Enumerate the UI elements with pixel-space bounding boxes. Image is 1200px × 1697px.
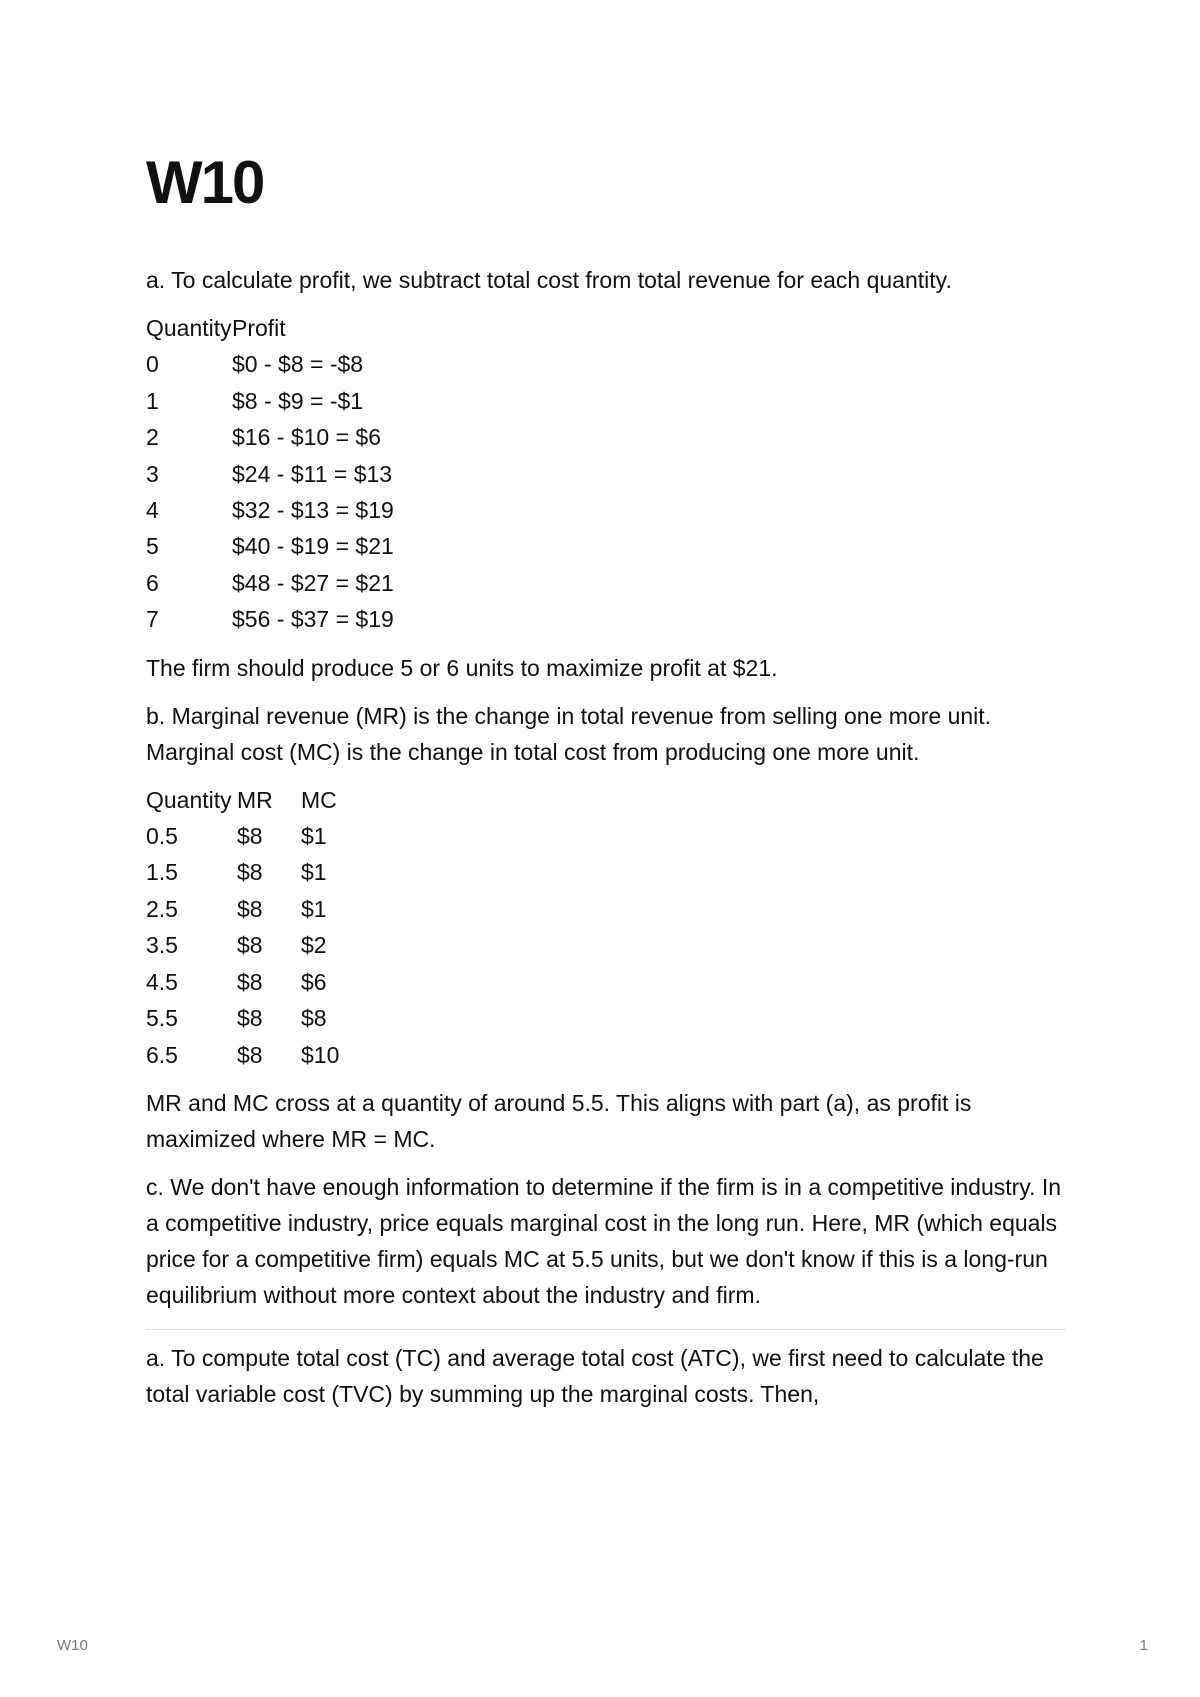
mc-cell: $10 (301, 1041, 340, 1068)
paragraph-a-intro: a. To calculate profit, we subtract total cost from total revenue for each quantity. (146, 267, 952, 293)
profit-cell: $0 - $8 = -$8 (232, 351, 364, 378)
footer-doc-title: W10 (57, 1637, 88, 1654)
paragraph-b-conclusion: MR and MC cross at a quantity of around 5.5. This aligns with part (a), as profit is maximized where MR = MC. (146, 1089, 972, 1152)
table-row (146, 964, 1066, 1000)
quantity-cell: 2.5 (146, 895, 178, 922)
mr-mc-table (146, 782, 1066, 1073)
quantity-cell: 1 (146, 387, 159, 414)
mc-cell: $8 (301, 1005, 327, 1032)
mr-cell: $8 (237, 1005, 263, 1032)
mc-cell: $1 (301, 895, 327, 922)
mr-cell: $8 (237, 968, 263, 995)
table-row (146, 854, 1066, 890)
table-row (146, 818, 1066, 854)
column-header-mc: MC (301, 786, 337, 813)
table-row (146, 927, 1066, 963)
mc-cell: $1 (301, 823, 327, 850)
quantity-cell: 4 (146, 497, 159, 524)
quantity-cell: 6.5 (146, 1041, 178, 1068)
profit-cell: $40 - $19 = $21 (232, 533, 394, 560)
table-row (146, 346, 1066, 382)
quantity-cell: 4.5 (146, 968, 178, 995)
mc-cell: $2 (301, 932, 327, 959)
table-row (146, 1000, 1066, 1036)
quantity-cell: 0.5 (146, 823, 178, 850)
quantity-cell: 5 (146, 533, 159, 560)
table-header-row (146, 310, 1066, 346)
paragraph-b-intro: b. Marginal revenue (MR) is the change in total revenue from selling one more unit. Marginal cost (MC) is the change in total cost from producing one more unit. (146, 702, 992, 765)
table-row (146, 456, 1066, 492)
table-row (146, 891, 1066, 927)
profit-cell: $16 - $10 = $6 (232, 424, 381, 451)
profit-cell: $32 - $13 = $19 (232, 497, 394, 524)
mc-cell: $1 (301, 859, 327, 886)
quantity-cell: 0 (146, 351, 159, 378)
table-row (146, 528, 1066, 564)
profit-cell: $56 - $37 = $19 (232, 606, 394, 633)
quantity-cell: 7 (146, 606, 159, 633)
mr-cell: $8 (237, 1041, 263, 1068)
mr-cell: $8 (237, 932, 263, 959)
column-header-profit: Profit (232, 315, 286, 341)
quantity-cell: 3.5 (146, 932, 178, 959)
quantity-cell: 1.5 (146, 859, 178, 886)
quantity-cell: 3 (146, 460, 159, 487)
quantity-cell: 5.5 (146, 1005, 178, 1032)
mr-cell: $8 (237, 823, 263, 850)
quantity-cell: 6 (146, 569, 159, 596)
document-page (146, 148, 1066, 1424)
table-row (146, 1037, 1066, 1073)
profit-cell: $24 - $11 = $13 (232, 460, 393, 487)
column-header-quantity: Quantity (146, 315, 232, 341)
column-header-quantity: Quantity (146, 786, 232, 813)
profit-cell: $8 - $9 = -$1 (232, 387, 364, 414)
paragraph-next-a: a. To compute total cost (TC) and average total cost (ATC), we first need to calculate the total variable cost (TVC) by summing up the marginal costs. Then, (146, 1344, 1044, 1407)
paragraph-c: c. We don't have enough information to determine if the firm is in a competitive industry. In a competitive industry, price equals marginal cost in the long run. Here, MR (which equals price for a competitive firm) equals MC at 5.5 units, but we don't know if this is a long-run equilibrium without more context about the industry and firm. (146, 1173, 1062, 1308)
column-header-mr: MR (237, 786, 273, 813)
section-divider (146, 1329, 1066, 1330)
table-row (146, 383, 1066, 419)
paragraph-a-conclusion: The firm should produce 5 or 6 units to maximize profit at $21. (146, 654, 778, 681)
mc-cell: $6 (301, 968, 327, 995)
quantity-cell: 2 (146, 424, 159, 451)
table-row (146, 565, 1066, 601)
mr-cell: $8 (237, 895, 263, 922)
profit-table (146, 310, 1066, 638)
page-title: W10 (146, 149, 264, 216)
table-header-row (146, 782, 1066, 818)
table-row (146, 492, 1066, 528)
table-row (146, 419, 1066, 455)
footer-page-number: 1 (1139, 1637, 1148, 1654)
profit-cell: $48 - $27 = $21 (232, 569, 394, 596)
mr-cell: $8 (237, 859, 263, 886)
table-row (146, 601, 1066, 637)
